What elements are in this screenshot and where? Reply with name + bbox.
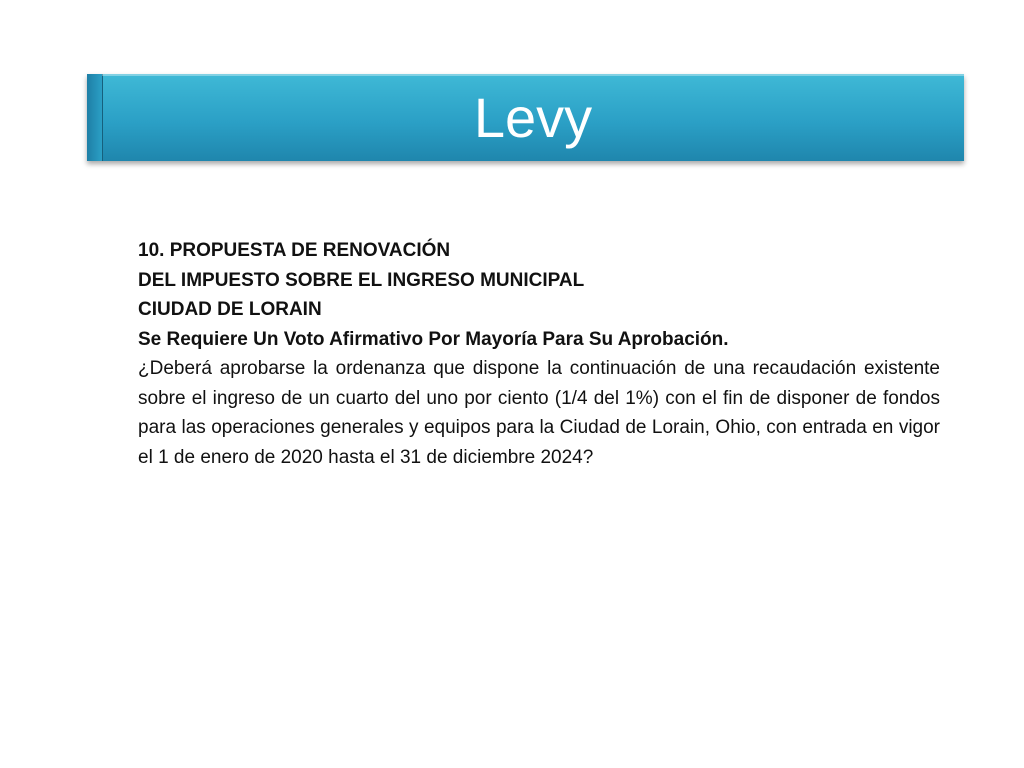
city-heading: CIUDAD DE LORAIN: [138, 299, 322, 320]
slide-title: Levy: [473, 86, 593, 149]
proposal-number-heading: 10. PROPUESTA DE RENOVACIÓN: [138, 240, 451, 261]
proposal-subject-heading: DEL IMPUESTO SOBRE EL INGRESO MUNICIPAL: [138, 269, 585, 291]
ballot-question-text: ¿Deberá aprobarse la ordenanza que dispone la continuación de una recaudación existente sobre el ingreso de un cuarto del uno por ciento (1/4 del 1%) con el fin de disponer de fondos para las operaciones generales y equipos para la Ciudad de Lorain, Ohio, con entrada en vigor el 1 de enero de 2020 hasta el 31 de diciembre 2024?: [138, 358, 940, 468]
slide-content: [138, 236, 940, 472]
vote-requirement-heading: Se Requiere Un Voto Afirmativo Por Mayoría Para Su Aprobación.: [138, 328, 729, 350]
title-bar-edge: [87, 74, 103, 161]
